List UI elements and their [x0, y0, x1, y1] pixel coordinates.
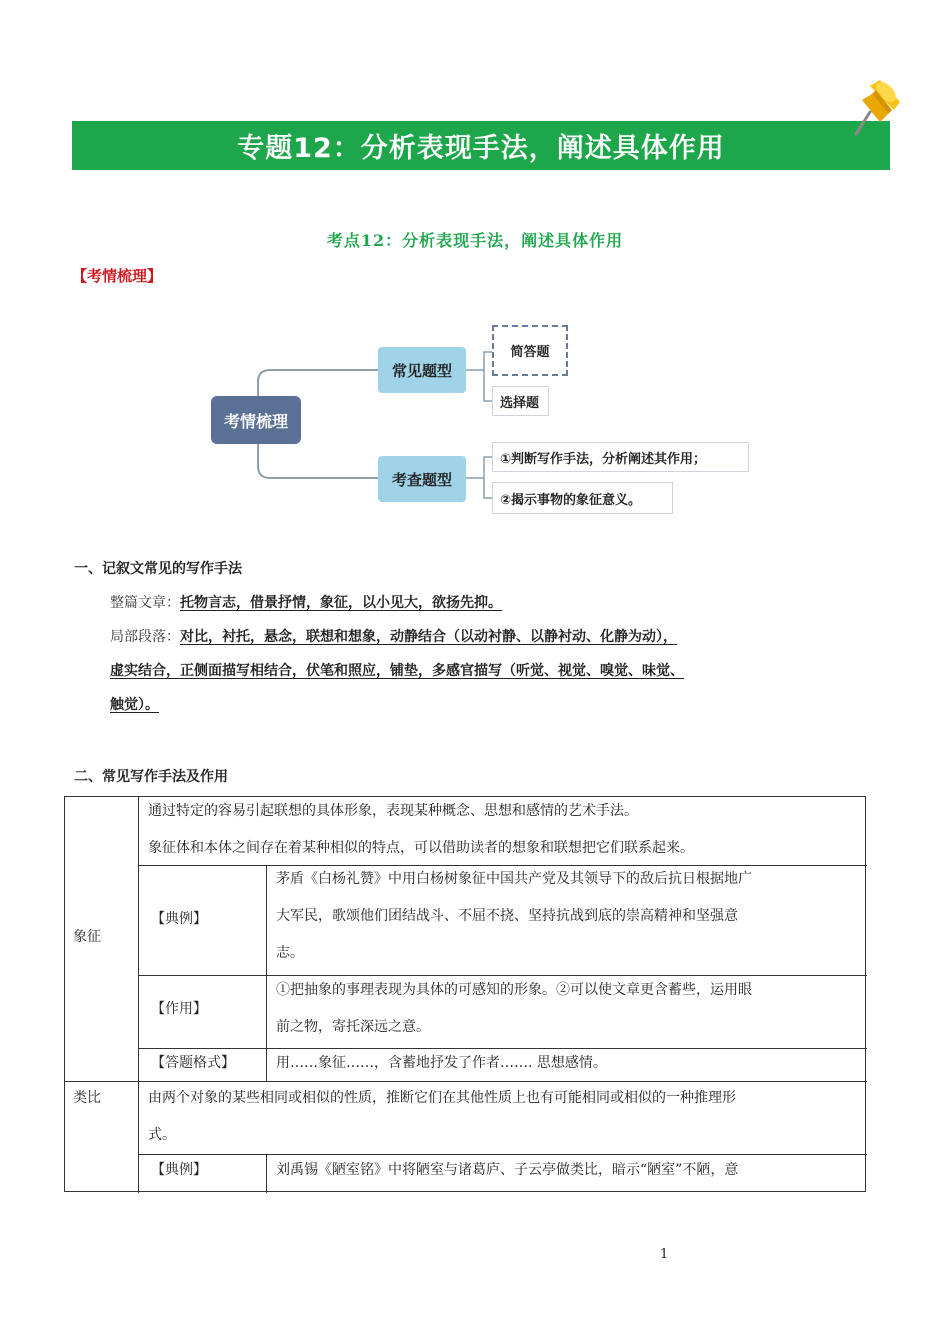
mindmap-leaf-short-answer: 简答题 [492, 325, 568, 376]
page-number: 1 [660, 1247, 669, 1262]
subtitle: 考点12：分析表现手法，阐述具体作用 [326, 231, 624, 250]
section-tag: 【考情梳理】 [72, 267, 163, 285]
symbol-def-line: 象征体和本体之间存在着某种相似的特点，可以借助读者的想象和联想把它们联系起来。 [148, 840, 694, 856]
table-divider [138, 797, 139, 1193]
mindmap [200, 318, 760, 528]
mindmap-leaf-symbolic-meaning: ②揭示事物的象征意义。 [492, 482, 673, 514]
whole-label: 整篇文章： [110, 595, 180, 611]
symbol-effect-line: ①把抽象的事理表现为具体的可感知的形象。②可以使文章更含蓄些，运用眼 [276, 982, 752, 998]
table-divider [266, 1154, 267, 1193]
symbol-def-line: 通过特定的容易引起联想的具体形象，表现某种概念、思想和感情的艺术手法。 [148, 803, 638, 819]
local-line-1: 对比，衬托，悬念，联想和想象，动静结合（以动衬静、以静衬动、化静为动）， [180, 629, 677, 645]
pushpin-icon [842, 74, 906, 142]
page-title: 专题12：分析表现手法，阐述具体作用 [237, 133, 725, 164]
mindmap-leaf-choice: 选择题 [492, 386, 549, 416]
title-banner [72, 121, 890, 170]
symbol-name: 象征 [73, 929, 101, 945]
symbol-example-label: 【典例】 [151, 911, 207, 927]
mindmap-leaf-judge-technique: ①判断写作手法，分析阐述其作用； [492, 442, 749, 472]
techniques-table [64, 796, 866, 1192]
analogy-name: 类比 [73, 1090, 101, 1106]
whole-text: 托物言志，借景抒情，象征，以小见大，欲扬先抑。 [180, 595, 502, 611]
symbol-example [276, 861, 752, 972]
section1-whole [110, 586, 810, 620]
local-line-3: 触觉）。 [110, 697, 159, 713]
section2-heading: 二、常见写作手法及作用 [74, 769, 228, 785]
symbol-example-line: 茅盾《白杨礼赞》中用白杨树象征中国共产党及其领导下的敌后抗日根据地广 [276, 871, 752, 887]
local-label: 局部段落： [110, 629, 180, 645]
symbol-example-line: 大军民，歌颂他们团结战斗、不屈不挠、坚持抗战到底的崇高精神和坚强意 [276, 908, 738, 924]
symbol-format: 用……象征……，含蓄地抒发了作者……. 思想感情。 [276, 1055, 607, 1071]
analogy-definition [148, 1080, 736, 1154]
mindmap-branch-common-types: 常见题型 [378, 347, 466, 393]
analogy-def-line: 式。 [148, 1127, 176, 1143]
section1-heading: 一、记叙文常见的写作手法 [74, 561, 242, 577]
symbol-definition [148, 793, 694, 867]
symbol-effect-line: 前之物，寄托深远之意。 [276, 1019, 430, 1035]
local-line-2: 虚实结合，正侧面描写相结合，伏笔和照应，铺垫，多感官描写（听觉、视觉、嗅觉、味觉、 [110, 663, 684, 679]
section1-local [110, 620, 810, 722]
symbol-effect [276, 972, 752, 1046]
analogy-example-label: 【典例】 [151, 1162, 207, 1178]
symbol-format-label: 【答题格式】 [151, 1055, 235, 1071]
analogy-example: 刘禹锡《陋室铭》中将陋室与诸葛庐、子云亭做类比，暗示“陋室”不陋，意 [276, 1162, 739, 1178]
symbol-effect-label: 【作用】 [151, 1001, 207, 1017]
mindmap-root: 考情梳理 [211, 396, 301, 444]
mindmap-branch-exam-types: 考查题型 [378, 456, 466, 502]
symbol-example-line: 志。 [276, 945, 304, 961]
analogy-def-line: 由两个对象的某些相同或相似的性质，推断它们在其他性质上也有可能相同或相似的一种推理形 [148, 1090, 736, 1106]
